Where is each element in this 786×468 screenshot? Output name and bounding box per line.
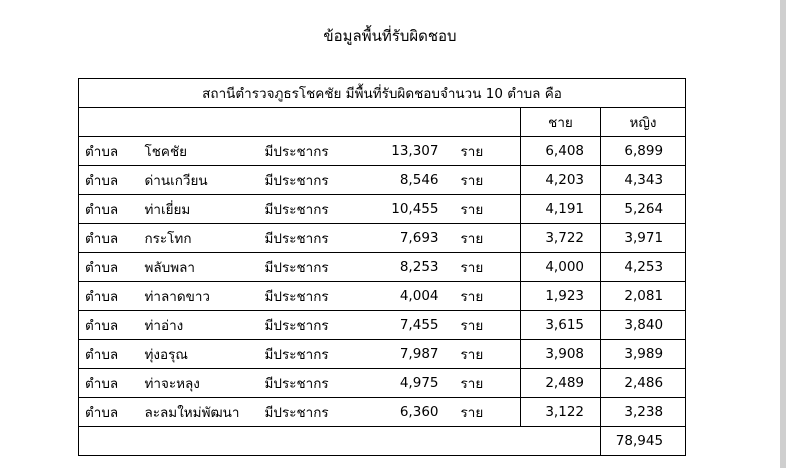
row-subdistrict-name: ด่านเกวียน bbox=[139, 166, 259, 195]
row-subdistrict-name: ท่าลาดขาว bbox=[139, 282, 259, 311]
row-prefix: ตำบล bbox=[79, 340, 139, 369]
row-subdistrict-name: ละลมใหม่พัฒนา bbox=[139, 398, 259, 427]
row-subdistrict-name: ทุ่งอรุณ bbox=[139, 340, 259, 369]
row-population-label: มีประชากร bbox=[259, 369, 349, 398]
row-total: 4,004 bbox=[349, 282, 455, 311]
row-female: 2,486 bbox=[601, 369, 686, 398]
row-prefix: ตำบล bbox=[79, 137, 139, 166]
row-total: 7,987 bbox=[349, 340, 455, 369]
row-female: 3,238 bbox=[601, 398, 686, 427]
row-unit: ราย bbox=[455, 224, 521, 253]
row-female: 3,989 bbox=[601, 340, 686, 369]
table-row bbox=[79, 195, 686, 224]
row-subdistrict-name: พลับพลา bbox=[139, 253, 259, 282]
row-prefix: ตำบล bbox=[79, 311, 139, 340]
col-male-header: ชาย bbox=[521, 108, 601, 137]
row-female: 4,343 bbox=[601, 166, 686, 195]
row-unit: ราย bbox=[455, 137, 521, 166]
row-total: 6,360 bbox=[349, 398, 455, 427]
table-row bbox=[79, 137, 686, 166]
row-subdistrict-name: ท่าเยี่ยม bbox=[139, 195, 259, 224]
row-male: 4,191 bbox=[521, 195, 601, 224]
row-population-label: มีประชากร bbox=[259, 253, 349, 282]
row-prefix: ตำบล bbox=[79, 369, 139, 398]
table-title: สถานีตำรวจภูธรโชคชัย มีพื้นที่รับผิดชอบจำนวน 10 ตำบล คือ bbox=[79, 79, 686, 108]
total-row bbox=[79, 427, 686, 456]
row-unit: ราย bbox=[455, 369, 521, 398]
table-row bbox=[79, 369, 686, 398]
row-male: 3,615 bbox=[521, 311, 601, 340]
table-row bbox=[79, 340, 686, 369]
row-unit: ราย bbox=[455, 195, 521, 224]
page-title: ข้อมูลพื้นที่รับผิดชอบ bbox=[323, 27, 457, 45]
row-unit: ราย bbox=[455, 282, 521, 311]
row-population-label: มีประชากร bbox=[259, 282, 349, 311]
row-male: 6,408 bbox=[521, 137, 601, 166]
total-blank bbox=[79, 427, 601, 456]
row-prefix: ตำบล bbox=[79, 253, 139, 282]
row-population-label: มีประชากร bbox=[259, 195, 349, 224]
table-row bbox=[79, 398, 686, 427]
grand-total: 78,945 bbox=[601, 427, 686, 456]
row-total: 4,975 bbox=[349, 369, 455, 398]
row-prefix: ตำบล bbox=[79, 195, 139, 224]
row-female: 5,264 bbox=[601, 195, 686, 224]
row-population-label: มีประชากร bbox=[259, 166, 349, 195]
table-row bbox=[79, 224, 686, 253]
row-unit: ราย bbox=[455, 166, 521, 195]
row-total: 7,693 bbox=[349, 224, 455, 253]
row-female: 3,971 bbox=[601, 224, 686, 253]
row-population-label: มีประชากร bbox=[259, 224, 349, 253]
row-subdistrict-name: กระโทก bbox=[139, 224, 259, 253]
table-title-row bbox=[79, 79, 686, 108]
row-subdistrict-name: ท่าอ่าง bbox=[139, 311, 259, 340]
page-edge bbox=[780, 0, 786, 468]
population-table bbox=[78, 78, 686, 456]
header-blank bbox=[79, 108, 521, 137]
row-total: 7,455 bbox=[349, 311, 455, 340]
row-female: 2,081 bbox=[601, 282, 686, 311]
row-unit: ราย bbox=[455, 340, 521, 369]
row-population-label: มีประชากร bbox=[259, 398, 349, 427]
row-male: 1,923 bbox=[521, 282, 601, 311]
row-male: 3,908 bbox=[521, 340, 601, 369]
row-female: 3,840 bbox=[601, 311, 686, 340]
row-population-label: มีประชากร bbox=[259, 311, 349, 340]
row-unit: ราย bbox=[455, 311, 521, 340]
row-population-label: มีประชากร bbox=[259, 137, 349, 166]
row-total: 10,455 bbox=[349, 195, 455, 224]
row-subdistrict-name: ท่าจะหลุง bbox=[139, 369, 259, 398]
row-prefix: ตำบล bbox=[79, 224, 139, 253]
table-row bbox=[79, 253, 686, 282]
row-total: 8,546 bbox=[349, 166, 455, 195]
table-row bbox=[79, 166, 686, 195]
row-unit: ราย bbox=[455, 253, 521, 282]
row-unit: ราย bbox=[455, 398, 521, 427]
row-male: 4,000 bbox=[521, 253, 601, 282]
row-male: 4,203 bbox=[521, 166, 601, 195]
row-male: 3,722 bbox=[521, 224, 601, 253]
row-prefix: ตำบล bbox=[79, 398, 139, 427]
table-row bbox=[79, 282, 686, 311]
row-male: 2,489 bbox=[521, 369, 601, 398]
row-male: 3,122 bbox=[521, 398, 601, 427]
row-female: 4,253 bbox=[601, 253, 686, 282]
row-total: 8,253 bbox=[349, 253, 455, 282]
column-header-row bbox=[79, 108, 686, 137]
row-prefix: ตำบล bbox=[79, 282, 139, 311]
row-total: 13,307 bbox=[349, 137, 455, 166]
row-subdistrict-name: โชคชัย bbox=[139, 137, 259, 166]
col-female-header: หญิง bbox=[601, 108, 686, 137]
row-prefix: ตำบล bbox=[79, 166, 139, 195]
table-row bbox=[79, 311, 686, 340]
row-population-label: มีประชากร bbox=[259, 340, 349, 369]
row-female: 6,899 bbox=[601, 137, 686, 166]
